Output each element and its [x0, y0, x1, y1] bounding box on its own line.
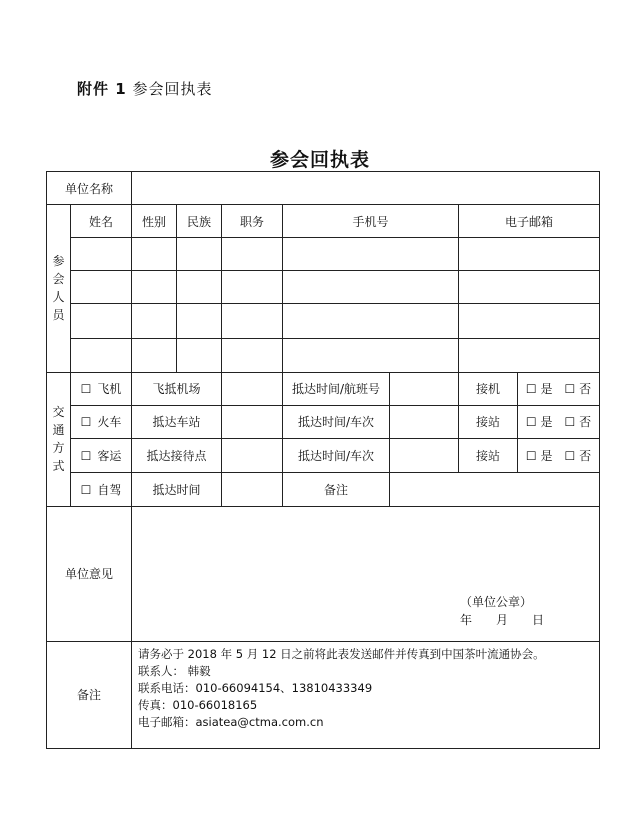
train-time-label: 抵达时间/车次	[283, 405, 390, 438]
train-place-label: 抵达车站	[132, 405, 222, 438]
train-option[interactable]: ☐ 火车	[71, 405, 132, 438]
attendee-ethnicity-cell[interactable]	[177, 271, 222, 304]
unit-name-label: 单位名称	[47, 172, 132, 205]
plane-pickup-label: 接机	[459, 372, 518, 405]
attendee-ethnicity-cell[interactable]	[177, 338, 222, 372]
bus-time-label: 抵达时间/车次	[283, 438, 390, 472]
car-time-field[interactable]	[222, 472, 283, 506]
attendee-email-cell[interactable]	[459, 338, 600, 372]
attendee-email-cell[interactable]	[459, 238, 600, 271]
form-title: 参会回执表	[269, 149, 370, 171]
attendee-position-cell[interactable]	[222, 338, 283, 372]
attachment-number: 附件 1	[77, 80, 127, 98]
no-option[interactable]: ☐ 否	[564, 382, 592, 397]
plane-option[interactable]: ☐ 飞机	[71, 372, 132, 405]
yes-option[interactable]: ☐ 是	[525, 448, 553, 463]
attendee-phone-cell[interactable]	[283, 271, 459, 304]
attendee-row	[47, 238, 600, 271]
attendee-phone-cell[interactable]	[283, 304, 459, 338]
opinion-label: 单位意见	[47, 507, 132, 641]
opinion-field[interactable]	[132, 507, 600, 641]
yes-option[interactable]: ☐ 是	[525, 415, 553, 430]
column-header-name: 姓名	[71, 205, 132, 238]
attendee-name-cell[interactable]	[71, 238, 132, 271]
attendee-gender-cell[interactable]	[132, 338, 177, 372]
attendee-ethnicity-cell[interactable]	[177, 304, 222, 338]
car-remark-field[interactable]	[390, 472, 600, 506]
attendee-name-cell[interactable]	[71, 338, 132, 372]
car-time-label: 抵达时间	[132, 472, 222, 506]
transport-label: 交 通 方 式	[47, 372, 71, 506]
remarks-line: 电子邮箱：asiatea@ctma.com.cn	[138, 714, 324, 729]
attendee-phone-cell[interactable]	[283, 338, 459, 372]
column-header-phone: 手机号	[283, 205, 459, 238]
remarks-line: 传真：010-66018165	[138, 697, 258, 712]
remarks-label: 备注	[47, 641, 132, 748]
remarks-line: 请务必于 2018 年 5 月 12 日之前将此表发送邮件并传真到中国茶叶流通协会。	[138, 646, 545, 661]
attendee-gender-cell[interactable]	[132, 304, 177, 338]
plane-time-label: 抵达时间/航班号	[283, 372, 390, 405]
attendee-gender-cell[interactable]	[132, 238, 177, 271]
column-header-ethnicity: 民族	[177, 205, 222, 238]
train-pickup-options	[518, 405, 600, 438]
attendee-position-cell[interactable]	[222, 304, 283, 338]
attendee-gender-cell[interactable]	[132, 271, 177, 304]
column-header-email: 电子邮箱	[459, 205, 600, 238]
attendee-name-cell[interactable]	[71, 304, 132, 338]
plane-pickup-options	[518, 372, 600, 405]
attendee-name-cell[interactable]	[71, 271, 132, 304]
attendee-phone-cell[interactable]	[283, 238, 459, 271]
attendee-position-cell[interactable]	[222, 238, 283, 271]
attendee-row	[47, 304, 600, 338]
column-header-position: 职务	[222, 205, 283, 238]
registration-form	[46, 171, 600, 749]
checkbox-icon[interactable]: ☐	[80, 483, 92, 498]
attendee-row	[47, 271, 600, 304]
bus-pickup-options	[518, 438, 600, 472]
attendees-label: 参 会 人 员	[47, 205, 71, 373]
train-pickup-label: 接站	[459, 405, 518, 438]
car-remark-label: 备注	[283, 472, 390, 506]
checkbox-icon[interactable]: ☐	[80, 382, 92, 397]
column-header-gender: 性别	[132, 205, 177, 238]
remarks-line: 联系人： 韩毅	[138, 663, 211, 678]
attendee-position-cell[interactable]	[222, 271, 283, 304]
seal-block	[460, 593, 568, 629]
attendee-ethnicity-cell[interactable]	[177, 238, 222, 271]
no-option[interactable]: ☐ 否	[564, 448, 592, 463]
checkbox-icon[interactable]: ☐	[80, 448, 92, 463]
no-option[interactable]: ☐ 否	[564, 415, 592, 430]
plane-place-field[interactable]	[222, 372, 283, 405]
plane-place-label: 飞抵机场	[132, 372, 222, 405]
date-line: 年 月 日	[460, 613, 545, 628]
bus-pickup-label: 接站	[459, 438, 518, 472]
yes-option[interactable]: ☐ 是	[525, 382, 553, 397]
remarks-content	[132, 641, 600, 748]
plane-time-field[interactable]	[390, 372, 459, 405]
unit-name-field[interactable]	[132, 172, 600, 205]
attendee-row	[47, 338, 600, 372]
attachment-name: 参会回执表	[132, 80, 213, 98]
attendee-email-cell[interactable]	[459, 271, 600, 304]
bus-place-field[interactable]	[222, 438, 283, 472]
car-option[interactable]: ☐ 自驾	[71, 472, 132, 506]
attendee-email-cell[interactable]	[459, 304, 600, 338]
bus-time-field[interactable]	[390, 438, 459, 472]
attachment-heading	[77, 78, 212, 99]
bus-option[interactable]: ☐ 客运	[71, 438, 132, 472]
train-place-field[interactable]	[222, 405, 283, 438]
train-time-field[interactable]	[390, 405, 459, 438]
checkbox-icon[interactable]: ☐	[80, 415, 92, 430]
bus-place-label: 抵达接待点	[132, 438, 222, 472]
seal-text: （单位公章）	[460, 595, 533, 610]
remarks-line: 联系电话：010-66094154、13810433349	[138, 680, 373, 695]
